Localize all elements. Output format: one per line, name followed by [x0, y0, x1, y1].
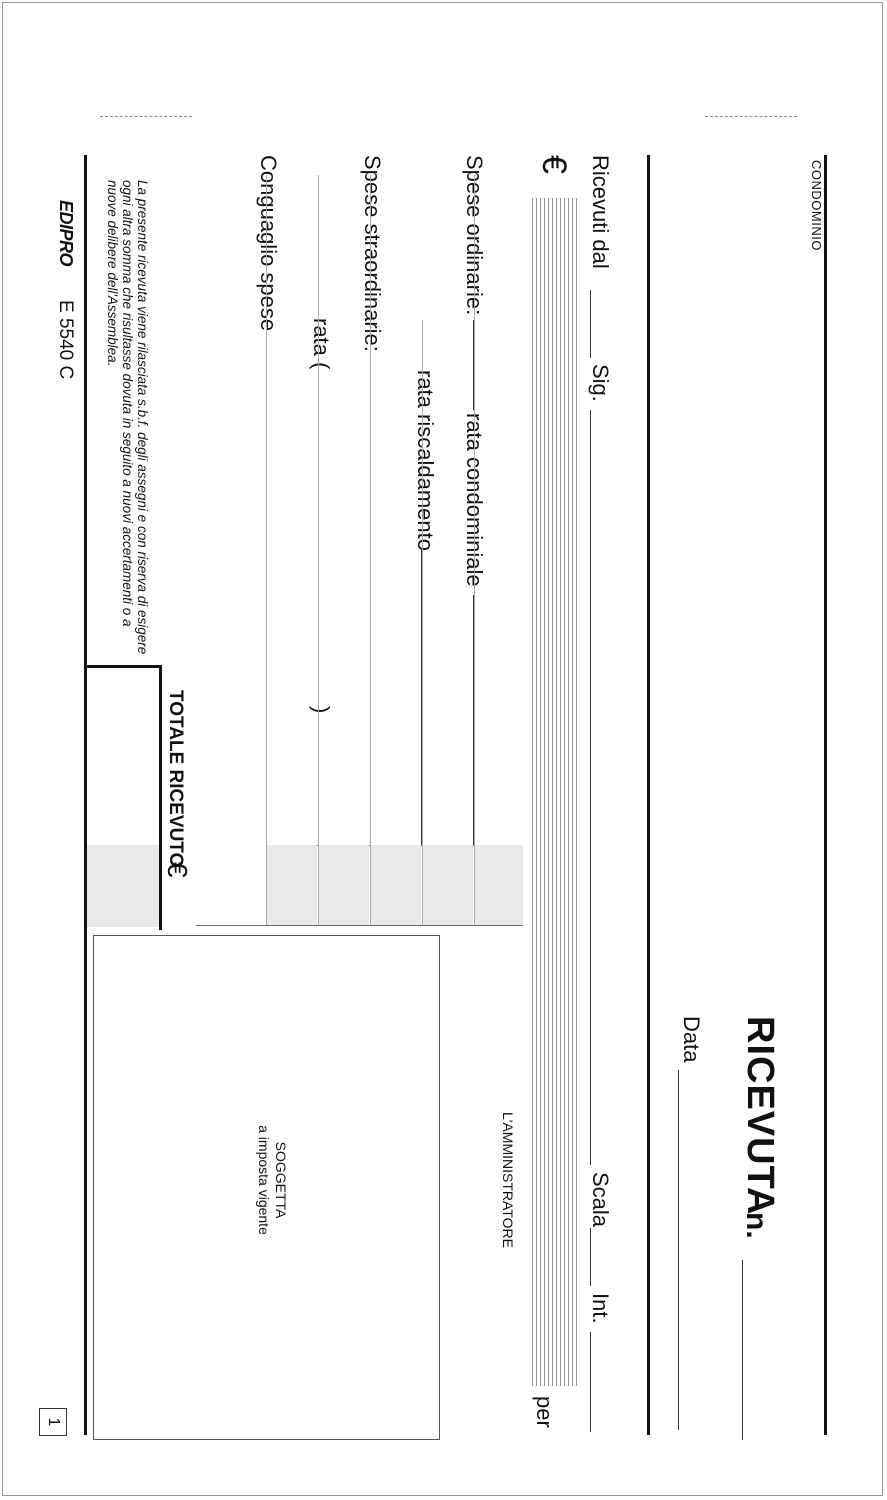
- scala-label: Scala: [588, 1172, 613, 1228]
- ricevuti-dal-label: Ricevuti dal: [588, 155, 613, 269]
- rata-close-label: ): [309, 706, 334, 714]
- row-separator-2: [422, 320, 423, 925]
- product-code: E 5540 C: [55, 300, 76, 380]
- row-separator-3: [370, 175, 371, 925]
- scala-line[interactable]: [590, 1228, 591, 1286]
- condominio-label: CONDOMINIO: [809, 160, 824, 251]
- top-rule: [824, 155, 827, 1435]
- totale-euro-symbol: €: [162, 862, 193, 878]
- page-number-box: 1: [39, 1408, 67, 1436]
- sig-line[interactable]: [590, 410, 591, 1165]
- totale-label: TOTALE RICEVUTO: [165, 690, 186, 868]
- spese-ordinarie-label: Spese ordinarie:: [462, 155, 487, 316]
- int-line[interactable]: [590, 1332, 591, 1432]
- legal-note: La presente ricevuta viene rilasciata s.b.f. degli assegni e con riserva di esigere ogni altra somma che risultasse dovuta in seguito a nuovi accertamenti o a nuove delibere dell'Assemblea.: [105, 180, 150, 655]
- amount-words-field[interactable]: [529, 198, 577, 1386]
- rata-open-label: rata (: [309, 318, 334, 370]
- row-separator-1: [474, 175, 475, 925]
- euro-symbol: €: [535, 155, 573, 174]
- totale-amount[interactable]: [85, 845, 159, 927]
- brand-logo: EDIPRO: [56, 200, 76, 267]
- spese-straordinarie-label: Spese straordinarie:: [360, 155, 385, 352]
- per-label: per: [532, 1396, 557, 1428]
- amministratore-label: L'AMMINISTRATORE: [500, 1112, 516, 1248]
- date-label: Data: [679, 1016, 704, 1063]
- rata-condominiale-label: rata condominiale: [462, 413, 487, 587]
- conguaglio-label: Conguaglio spese: [256, 155, 281, 332]
- receipt-number-label: n.: [740, 1212, 773, 1239]
- receipt-title: RICEVUTA: [739, 1016, 781, 1216]
- amount-column-right: [196, 925, 523, 926]
- date-line[interactable]: [678, 1070, 679, 1430]
- rata-amount[interactable]: [319, 845, 369, 925]
- bottom-rule: [84, 155, 87, 1435]
- receipt-number-line[interactable]: [742, 1260, 743, 1440]
- conguaglio-amount[interactable]: [267, 845, 317, 925]
- rata-riscaldamento-amount[interactable]: [423, 845, 473, 925]
- row-separator-4: [318, 175, 319, 925]
- ricevuti-dal-line[interactable]: [590, 290, 591, 358]
- rata-condominiale-amount[interactable]: [475, 845, 523, 925]
- row-separator-5: [266, 175, 267, 925]
- stamp-line-2: a imposta vigente: [256, 1125, 272, 1235]
- straordinarie-amount[interactable]: [371, 845, 421, 925]
- rata-riscaldamento-label: rata riscaldamento: [413, 370, 438, 551]
- header-rule: [647, 155, 650, 1435]
- int-label: Int.: [588, 1293, 613, 1324]
- totale-box-left: [87, 665, 162, 668]
- totale-box-top: [159, 665, 162, 930]
- stamp-line-1: SOGGETTA: [273, 1141, 289, 1219]
- sig-label: Sig.: [588, 364, 613, 402]
